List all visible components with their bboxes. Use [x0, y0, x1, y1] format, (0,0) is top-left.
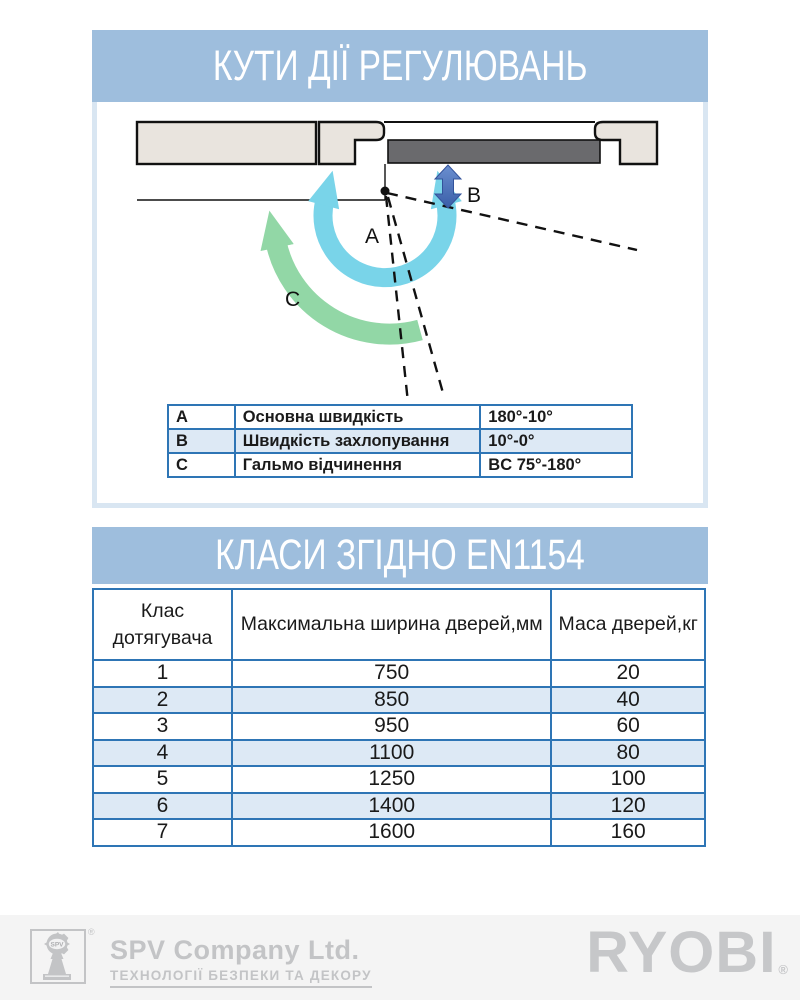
section-angles-header [92, 30, 708, 102]
footer [0, 915, 800, 1000]
section-angles-stage [97, 102, 703, 503]
spv-text-block [110, 937, 372, 988]
width-value: 750 [232, 660, 551, 687]
spv-registered-mark: ® [88, 927, 95, 937]
weight-value: 160 [551, 819, 705, 846]
table-row [93, 793, 705, 820]
weight-value: 80 [551, 740, 705, 767]
class-value: 6 [93, 793, 232, 820]
weight-value: 60 [551, 713, 705, 740]
weight-value: 120 [551, 793, 705, 820]
ryobi-logo [586, 920, 788, 985]
col-header-class: Клас дотягувача [93, 589, 232, 660]
section-classes-title: КЛАСИ ЗГІДНО EN1154 [215, 531, 585, 579]
class-value: 3 [93, 713, 232, 740]
adjustment-name: Гальмо відчинення [235, 453, 481, 477]
table-row [93, 660, 705, 687]
spv-logo [28, 923, 372, 988]
pivot-point [381, 187, 390, 196]
width-value: 1400 [232, 793, 551, 820]
col-header-weight: Маса дверей,кг [551, 589, 705, 660]
section-classes-header [92, 527, 708, 584]
table-row [93, 740, 705, 767]
class-value: 4 [93, 740, 232, 767]
weight-value: 100 [551, 766, 705, 793]
adjustment-key: C [168, 453, 235, 477]
spv-tagline: ТЕХНОЛОГІЇ БЕЗПЕКИ ТА ДЕКОРУ [110, 968, 372, 988]
table-row [168, 453, 632, 477]
table-row [168, 429, 632, 453]
adjustment-name: Основна швидкість [235, 405, 481, 429]
table-row [93, 766, 705, 793]
table-row [93, 687, 705, 714]
adjustment-value: 180°-10° [480, 405, 632, 429]
class-value: 2 [93, 687, 232, 714]
ryobi-wordmark: RYOBI [586, 920, 777, 985]
section-angles [92, 30, 708, 508]
weight-value: 20 [551, 660, 705, 687]
dashed-door-position-open [387, 193, 637, 250]
adjustment-value: 10°-0° [480, 429, 632, 453]
door-closer-angles-diagram [97, 102, 703, 403]
adjustment-value: BC 75°-180° [480, 453, 632, 477]
section-classes [92, 527, 708, 584]
adjustment-key: B [168, 429, 235, 453]
spv-company-name: SPV Company Ltd. [110, 935, 360, 965]
col-header-width: Максимальна ширина дверей,мм [232, 589, 551, 660]
diagram-frame-right-profile [595, 122, 657, 164]
diagram-door-closer-body [388, 140, 600, 163]
class-value: 5 [93, 766, 232, 793]
adjustment-table [167, 404, 633, 478]
dashed-door-position-mid-1 [386, 196, 409, 403]
spv-emblem-icon [28, 923, 100, 987]
width-value: 1600 [232, 819, 551, 846]
classes-table [92, 588, 706, 847]
label-c: C [285, 288, 301, 311]
arc-a-main-speed [323, 200, 447, 278]
adjustment-key: A [168, 405, 235, 429]
arrow-b-latch-speed [435, 165, 461, 208]
label-b: B [467, 184, 482, 207]
class-value: 1 [93, 660, 232, 687]
diagram-frame-left-profile [319, 122, 384, 164]
width-value: 850 [232, 687, 551, 714]
section-angles-body [92, 102, 708, 508]
classes-table-header-row [93, 589, 705, 660]
label-a: A [365, 225, 380, 248]
table-row [168, 405, 632, 429]
spv-emblem-text: SPV [50, 941, 64, 949]
weight-value: 40 [551, 687, 705, 714]
diagram-wall-left [137, 122, 316, 164]
width-value: 950 [232, 713, 551, 740]
table-row [93, 713, 705, 740]
spv-tower [48, 953, 66, 974]
adjustment-name: Швидкість захлопування [235, 429, 481, 453]
width-value: 1250 [232, 766, 551, 793]
class-value: 7 [93, 819, 232, 846]
ryobi-registered-mark: ® [778, 961, 788, 977]
width-value: 1100 [232, 740, 551, 767]
section-angles-title: КУТИ ДІЇ РЕГУЛЮВАНЬ [212, 41, 588, 90]
table-row [93, 819, 705, 846]
